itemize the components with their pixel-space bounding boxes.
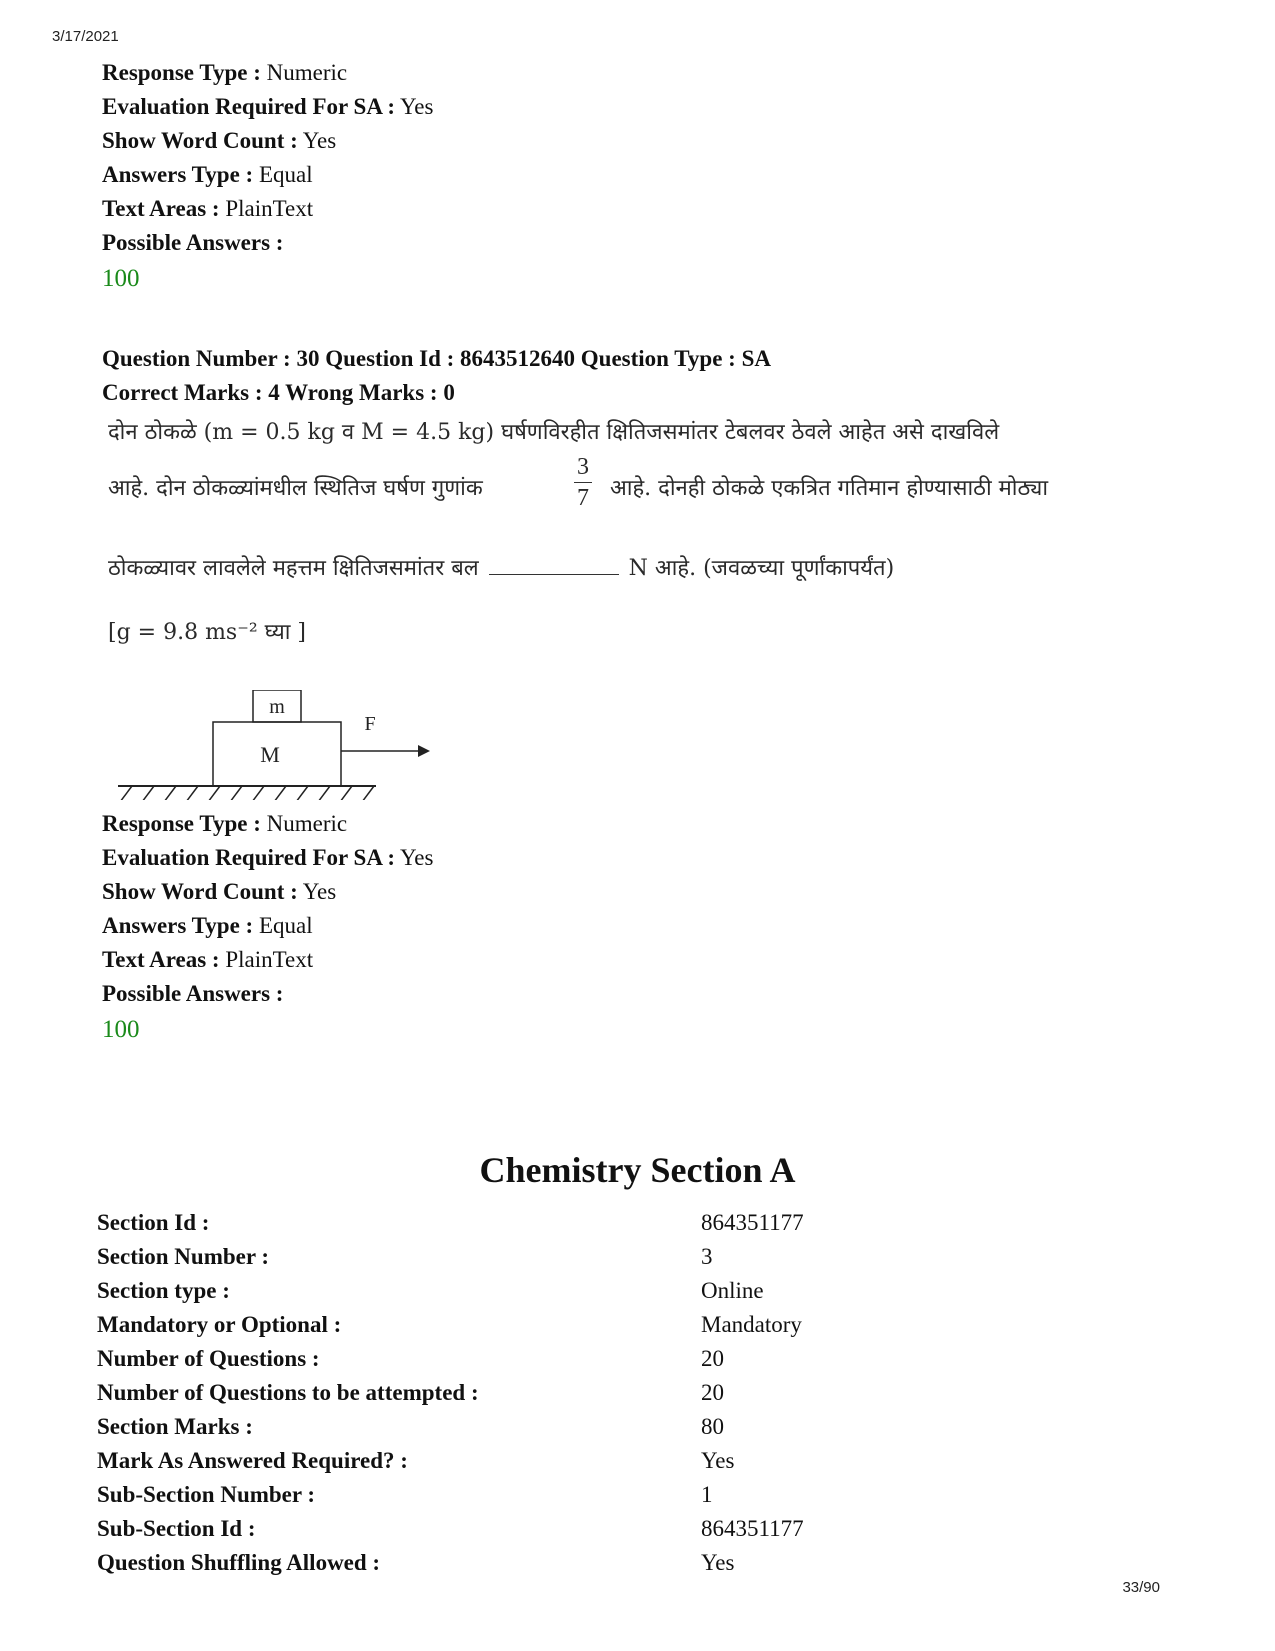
question-line-text: आहे. दोनही ठोकळे एकत्रित गतिमान होण्यासाठी मोठ्या	[610, 476, 1049, 501]
question-marks: Correct Marks : 4 Wrong Marks : 0	[102, 380, 455, 405]
possible-answer: 100	[102, 265, 140, 292]
section-value: 3	[701, 1244, 713, 1269]
section-value: 864351177	[701, 1516, 804, 1541]
property-row	[102, 158, 433, 192]
section-value: 864351177	[701, 1210, 804, 1235]
property-label: Response Type :	[102, 60, 261, 85]
property-row	[102, 807, 433, 841]
question-line-2b	[610, 472, 1048, 502]
section-label: Section Id :	[97, 1210, 210, 1235]
section-label: Sub-Section Number :	[97, 1482, 316, 1507]
section-value: 20	[701, 1380, 724, 1405]
question-line-text: दोन ठोकळे (m = 0.5 kg व M = 4.5 kg) घर्षणविरहीत क्षितिजसमांतर टेबलवर ठेवले आहेत असे दाखविले	[108, 420, 1000, 445]
property-value: Equal	[258, 913, 313, 938]
property-value: Yes	[400, 845, 434, 870]
section-value: 80	[701, 1414, 724, 1439]
small-block-label: m	[269, 696, 285, 718]
property-row	[102, 909, 433, 943]
section-label: Number of Questions :	[97, 1346, 320, 1371]
property-value: Yes	[302, 128, 337, 153]
property-label: Answers Type :	[102, 913, 254, 938]
property-label: Text Areas :	[102, 947, 220, 972]
question-line-text: आहे. दोन ठोकळ्यांमधील स्थितिज घर्षण गुणांक	[108, 476, 483, 501]
section-value: Yes	[701, 1550, 735, 1575]
answer-blank	[489, 574, 619, 575]
possible-answer: 100	[102, 1016, 140, 1043]
property-label: Evaluation Required For SA :	[102, 94, 396, 119]
property-row	[102, 875, 433, 909]
force-arrow-head	[418, 745, 430, 757]
question-line-3	[108, 552, 894, 582]
page-number: 33/90	[1122, 1579, 1160, 1596]
section-title: Chemistry Section A	[479, 1150, 796, 1190]
property-label: Response Type :	[102, 811, 261, 836]
force-label: F	[364, 713, 376, 735]
large-block-label: M	[260, 742, 280, 767]
ground-hatching	[120, 786, 374, 800]
property-row	[102, 90, 433, 124]
property-value: Equal	[258, 162, 313, 187]
section-label: Mandatory or Optional :	[97, 1312, 342, 1337]
property-label: Answers Type :	[102, 162, 254, 187]
property-label: Show Word Count :	[102, 128, 298, 153]
gravity-note: [g = 9.8 ms⁻² घ्या ]	[108, 620, 306, 645]
section-value: Yes	[701, 1448, 735, 1473]
property-label: Evaluation Required For SA :	[102, 845, 396, 870]
section-label: Section type :	[97, 1278, 230, 1303]
property-row	[102, 841, 433, 875]
section-label: Question Shuffling Allowed :	[97, 1550, 381, 1575]
question-meta: Question Number : 30 Question Id : 8643512640 Question Type : SA	[102, 346, 771, 371]
property-value: Numeric	[266, 811, 348, 836]
blocks-diagram	[118, 690, 448, 800]
property-row	[102, 226, 433, 260]
question-line-2	[108, 472, 483, 502]
property-value: PlainText	[225, 196, 314, 221]
property-row	[102, 943, 433, 977]
section-value: Mandatory	[701, 1312, 802, 1337]
response-properties-2	[102, 807, 433, 1047]
property-label: Possible Answers :	[102, 230, 284, 255]
property-row	[102, 124, 433, 158]
section-value: Online	[701, 1278, 764, 1303]
fraction-bar	[574, 482, 592, 483]
property-value: Yes	[400, 94, 434, 119]
question-line-1	[108, 416, 1188, 446]
question-line-text: N आहे. (जवळच्या पूर्णांकापर्यंत)	[628, 556, 895, 581]
section-value: 1	[701, 1482, 713, 1507]
print-date: 3/17/2021	[52, 28, 119, 45]
property-value: Numeric	[266, 60, 348, 85]
section-label: Section Number :	[97, 1244, 270, 1269]
question-line-4	[108, 616, 306, 646]
property-value: Yes	[302, 879, 337, 904]
property-value: PlainText	[225, 947, 314, 972]
property-row	[102, 192, 433, 226]
question-line-text: ठोकळ्यावर लावलेले महत्तम क्षितिजसमांतर बल	[108, 556, 479, 581]
fraction-numerator: 3	[577, 454, 589, 480]
property-label: Text Areas :	[102, 196, 220, 221]
question-header	[102, 342, 771, 410]
property-row	[102, 56, 433, 90]
section-label: Sub-Section Id :	[97, 1516, 256, 1541]
property-label: Possible Answers :	[102, 981, 284, 1006]
section-label: Number of Questions to be attempted :	[97, 1380, 479, 1405]
friction-coefficient-fraction	[574, 454, 592, 511]
response-properties-1	[102, 56, 433, 296]
property-label: Show Word Count :	[102, 879, 298, 904]
section-label: Section Marks :	[97, 1414, 253, 1439]
fraction-denominator: 7	[577, 485, 589, 511]
property-row	[102, 977, 433, 1011]
section-value: 20	[701, 1346, 724, 1371]
section-label: Mark As Answered Required? :	[97, 1448, 408, 1473]
